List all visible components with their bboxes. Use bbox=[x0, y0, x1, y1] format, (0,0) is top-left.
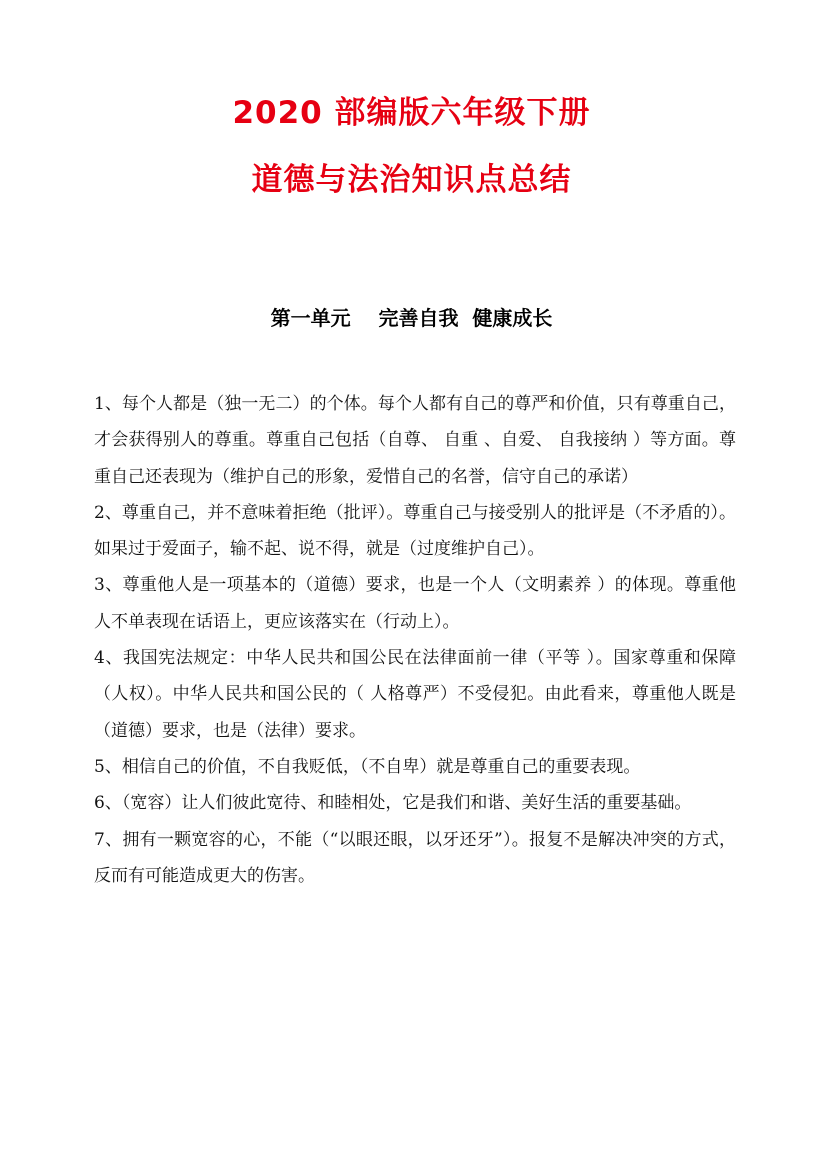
title-line-2: 道德与法治知识点总结 bbox=[251, 162, 572, 198]
paragraph-1: 1、每个人都是（独一无二）的个体。每个人都有自己的尊严和价值，只有尊重自己，才会获得别人的尊重。尊重自己包括（自尊、 自重 、自爱、 自我接纳 ）等方面。尊重自己还表现为（维护自己的形象，爱惜自己的名誉，信守自己的承诺） bbox=[94, 394, 736, 487]
body-text bbox=[94, 386, 736, 894]
paragraph-4: 4、我国宪法规定：中华人民共和国公民在法律面前一律（平等 ）。国家尊重和保障（人权）。中华人民共和国公民的（ 人格尊严）不受侵犯。由此看来，尊重他人既是（道德）要求，也是（法律）要求。 bbox=[94, 648, 736, 741]
paragraph-3: 3、尊重他人是一项基本的（道德）要求，也是一个人（文明素养 ）的体现。尊重他人不单表现在话语上，更应该落实在（行动上）。 bbox=[94, 575, 736, 632]
paragraph-5: 5、相信自己的价值，不自我贬低，（不自卑）就是尊重自己的重要表现。 bbox=[94, 756, 641, 777]
paragraph-2: 2、尊重自己，并不意味着拒绝（批评）。尊重自己与接受别人的批评是（不矛盾的）。如果过于爱面子，输不起、说不得，就是（过度维护自己）。 bbox=[94, 502, 736, 560]
paragraph-7: 7、拥有一颗宽容的心，不能（“以眼还眼，以牙还牙”）。报复不是解决冲突的方式，反而有可能造成更大的伤害。 bbox=[94, 829, 736, 886]
unit-heading: 第一单元 完善自我 健康成长 bbox=[270, 306, 553, 330]
title-line-1: 2020 部编版六年级下册 bbox=[232, 95, 591, 131]
paragraph-6: 6、（宽容）让人们彼此宽待、和睦相处，它是我们和谐、美好生活的重要基础。 bbox=[94, 793, 692, 814]
